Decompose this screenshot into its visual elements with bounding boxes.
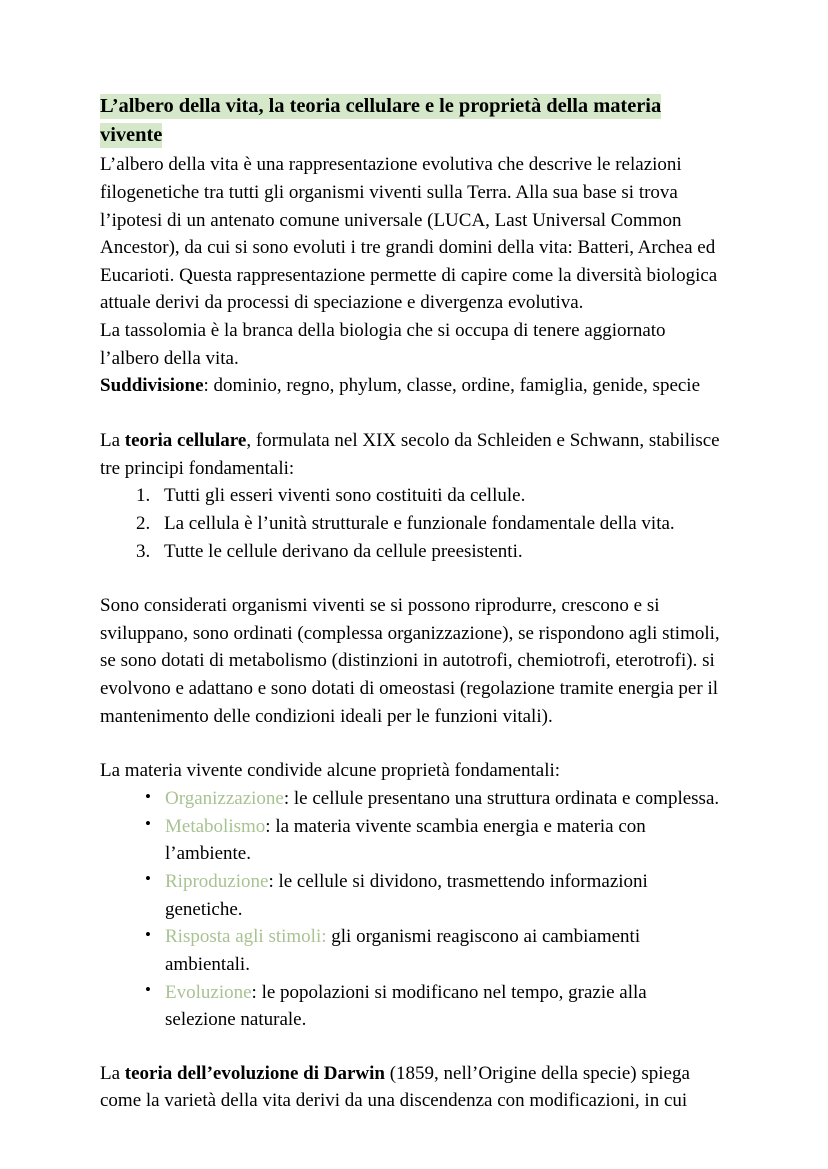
list-item-term: Riproduzione: [165, 870, 269, 892]
page-title: [100, 92, 722, 150]
proprieta-lead: La materia vivente condivide alcune proprietà fondamentali:: [100, 760, 561, 782]
darwin-lead-after: (1859, nell’Origine della specie) spiega come la varietà della vita derivi da una discendenza con modificazioni, in cui: [100, 1062, 690, 1112]
list-item-term: Evoluzione: [165, 981, 252, 1003]
list-item-term: Organizzazione: [165, 788, 284, 810]
list-item-description: le popolazioni si modificano nel tempo, grazie alla selezione naturale.: [165, 981, 647, 1031]
principi-list: [100, 482, 722, 565]
list-item: [145, 868, 722, 923]
document-body: [100, 92, 722, 1115]
list-item: [145, 923, 722, 978]
proprieta-list: [100, 785, 722, 1034]
darwin-lead-before: La: [100, 1062, 125, 1084]
list-item-term: Metabolismo: [165, 815, 266, 837]
suddivisione-line: [100, 372, 722, 400]
list-item-description: le cellule presentano una struttura ordinata e complessa.: [293, 788, 720, 810]
list-item-description: le cellule si dividono, trasmettendo informazioni genetiche.: [165, 870, 648, 920]
section-spacer-4: [100, 1034, 722, 1060]
list-item: [145, 785, 722, 813]
list-item-separator: :: [283, 788, 294, 810]
list-item-separator: :: [251, 981, 262, 1003]
tassonomia-paragraph: La tassolomia è la branca della biologia che si occupa di tenere aggiornato l’albero della vita.: [100, 320, 666, 369]
list-item-separator: :: [265, 815, 276, 837]
list-item: 1. Tutti gli esseri viventi sono costituiti da cellule.: [155, 482, 722, 510]
section-spacer-2: [100, 565, 722, 592]
teoria-cellulare-lead: [100, 427, 722, 482]
list-item: 2. La cellula è l’unità strutturale e funzionale fondamentale della vita.: [155, 510, 722, 538]
teoria-cellulare-lead-after: , formulata nel XIX secolo da Schleiden e Schwann, stabilisce tre principi fondamentali:: [100, 429, 720, 479]
list-item: [145, 813, 722, 868]
list-item: [145, 979, 722, 1034]
list-item-term: Risposta agli stimoli:: [165, 926, 327, 948]
section-spacer-3: [100, 730, 722, 757]
suddivisione-label: Suddivisione: [100, 375, 204, 397]
darwin-paragraph: [100, 1060, 722, 1115]
teoria-cellulare-lead-before: La: [100, 429, 125, 451]
suddivisione-separator: :: [203, 375, 214, 397]
teoria-cellulare-bold: teoria cellulare: [124, 429, 247, 451]
organismi-viventi-paragraph: Sono considerati organismi viventi se si possono riprodurre, crescono e si sviluppano, sono ordinati (complessa organizzazione), se rispondono agli stimoli, se sono dotati di metabolismo (distinzioni in autotrofi, chemiotrofi, eterotrofi). si evolvono e adattano e sono dotati di omeostasi (regolazione tramite energia per il mantenimento delle condizioni ideali per le funzioni vitali).: [100, 595, 720, 727]
page-title-highlight-line1: L’albero della vita, la teoria cellulare e le proprietà della materia: [100, 95, 662, 117]
suddivisione-value: dominio, regno, phylum, classe, ordine, famiglia, genide, specie: [213, 375, 701, 397]
list-item: 3. Tutte le cellule derivano da cellule preesistenti.: [155, 538, 722, 566]
list-item-description: la materia vivente scambia energia e materia con l’ambiente.: [165, 815, 646, 865]
list-item-description: gli organismi reagiscono ai cambiamenti ambientali.: [165, 926, 641, 975]
list-item-separator: :: [268, 870, 279, 892]
page-title-highlight-line2: vivente: [100, 124, 163, 147]
darwin-bold: teoria dell’evoluzione di Darwin: [124, 1062, 385, 1084]
section-spacer-1: [100, 400, 722, 427]
intro-paragraph: L’albero della vita è una rappresentazione evolutiva che descrive le relazioni filogenetiche tra tutti gli organismi viventi sulla Terra. Alla sua base si trova l’ipotesi di un antenato comune universale (LUCA, Last Universal Common Ancestor), da cui si sono evoluti i tre grandi domini della vita: Batteri, Archea ed Eucarioti. Questa rappresentazione permette di capire come la diversità biologica attuale derivi da processi di speciazione e divergenza evolutiva.: [100, 154, 718, 314]
